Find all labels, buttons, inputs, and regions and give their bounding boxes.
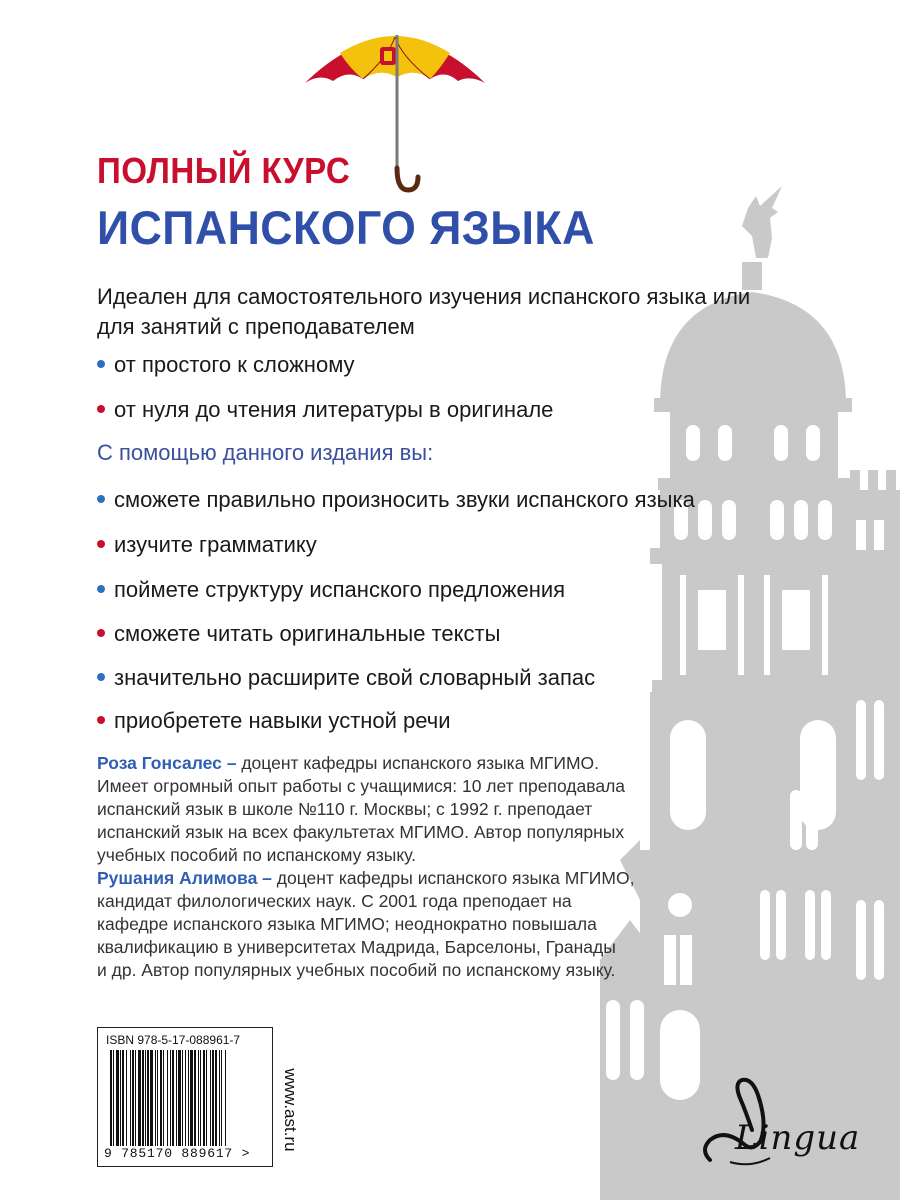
barcode-bar [122, 1050, 124, 1146]
feature-item [97, 397, 553, 423]
title-line-1: ПОЛНЫЙ КУРС [97, 150, 351, 191]
barcode-bar [200, 1050, 201, 1146]
barcode-bar [182, 1050, 183, 1146]
benefit-item [97, 621, 500, 647]
barcode-bar [113, 1050, 114, 1146]
feature-item [97, 352, 355, 378]
bullet-dot-icon [97, 629, 105, 637]
barcode-bar [155, 1050, 156, 1146]
benefit-text: сможете правильно произносить звуки испанского языка [114, 487, 695, 512]
author-bio-line: квалификацию в университетах Мадрида, Барселоны, Гранады [97, 937, 616, 957]
bullet-dot-icon [97, 495, 105, 503]
author-bio-line: учебных пособий по испанскому языку. [97, 845, 417, 865]
bullet-dot-icon [97, 360, 105, 368]
author-name: Роза Гонсалес – [97, 753, 237, 773]
benefits-heading: С помощью данного издания вы: [97, 440, 434, 465]
barcode-bar [225, 1050, 226, 1146]
barcode-bar [126, 1050, 127, 1146]
author-bio-line: Имеет огромный опыт работы с учащимися: 10 лет преподавала [97, 776, 626, 796]
barcode-icon [108, 1050, 264, 1146]
barcode-bar [167, 1050, 168, 1146]
publisher-logo-text: Lingua [735, 1118, 861, 1158]
feature-text: от простого к сложному [114, 352, 355, 377]
barcode-bar [132, 1050, 134, 1146]
bullet-dot-icon [97, 405, 105, 413]
isbn-label: ISBN 978-5-17-088961-7 [106, 1033, 241, 1047]
barcode-bar [203, 1050, 205, 1146]
barcode-bar [142, 1050, 144, 1146]
author-bio-gonsales [97, 752, 677, 867]
barcode-bar [157, 1050, 158, 1146]
benefit-text: значительно расширите свой словарный запас [114, 665, 596, 690]
barcode-digits: 9 785170 889617 > [104, 1146, 251, 1161]
barcode-bar [170, 1050, 171, 1146]
benefit-text: приобретете навыки устной речи [114, 708, 451, 733]
barcode-bar [116, 1050, 119, 1146]
barcode-bar [163, 1050, 164, 1146]
author-bio-line: доцент кафедры испанского языка МГИМО. [236, 753, 600, 773]
intro-paragraph [97, 282, 817, 342]
benefit-item [97, 708, 451, 734]
barcode-bar [212, 1050, 214, 1146]
barcode-bar [198, 1050, 199, 1146]
author-bio-line: испанский язык в школе №110 г. Москвы; с 1992 г. преподает [97, 799, 593, 819]
barcode-bar [110, 1050, 112, 1146]
author-bio-line: испанский язык на всех факультетах МГИМО. Автор популярных [97, 822, 625, 842]
barcode-bar [145, 1050, 146, 1146]
intro-line-1: Идеален для самостоятельного изучения испанского языка или [97, 284, 751, 309]
barcode-bar [120, 1050, 121, 1146]
barcode-bar [176, 1050, 177, 1146]
benefit-item [97, 665, 595, 691]
benefit-text: поймете структуру испанского предложения [114, 577, 566, 602]
barcode-bar [194, 1050, 196, 1146]
barcode-bar [190, 1050, 193, 1146]
title-line-2: ИСПАНСКОГО ЯЗЫКА [97, 201, 595, 254]
benefit-item [97, 487, 695, 513]
benefit-item [97, 577, 565, 603]
barcode-bar [178, 1050, 181, 1146]
website-url: www.ast.ru [281, 1068, 300, 1152]
benefit-text: изучите грамматику [114, 532, 317, 557]
author-bio-alimova [97, 867, 677, 982]
bullet-dot-icon [97, 716, 105, 724]
barcode-bar [221, 1050, 222, 1146]
barcode-bar [135, 1050, 136, 1146]
benefit-text: сможете читать оригинальные тексты [114, 621, 501, 646]
barcode-bar [172, 1050, 174, 1146]
author-name: Рушания Алимова – [97, 868, 272, 888]
intro-line-2: для занятий с преподавателем [97, 314, 415, 339]
benefit-item [97, 532, 317, 558]
feature-text: от нуля до чтения литературы в оригинале [114, 397, 554, 422]
barcode-bar [210, 1050, 211, 1146]
bullet-dot-icon [97, 585, 105, 593]
barcode-bar [150, 1050, 153, 1146]
barcode-bar [147, 1050, 149, 1146]
author-bio-line: кандидат филологических наук. С 2001 года преподает на [97, 891, 572, 911]
barcode-bar [219, 1050, 220, 1146]
barcode-bar [130, 1050, 131, 1146]
barcode-bar [188, 1050, 189, 1146]
author-bio-line: доцент кафедры испанского языка МГИМО, [271, 868, 635, 888]
barcode-bar [160, 1050, 162, 1146]
barcode-bar [206, 1050, 207, 1146]
barcode-bar [138, 1050, 141, 1146]
author-bio-line: кафедре испанского языка МГИМО; неоднократно повышала [97, 914, 597, 934]
isbn-barcode-box [97, 1027, 273, 1167]
bullet-dot-icon [97, 673, 105, 681]
barcode-bar [185, 1050, 186, 1146]
author-bio-line: и др. Автор популярных учебных пособий по испанскому языку. [97, 960, 616, 980]
bullet-dot-icon [97, 540, 105, 548]
barcode-bar [215, 1050, 217, 1146]
